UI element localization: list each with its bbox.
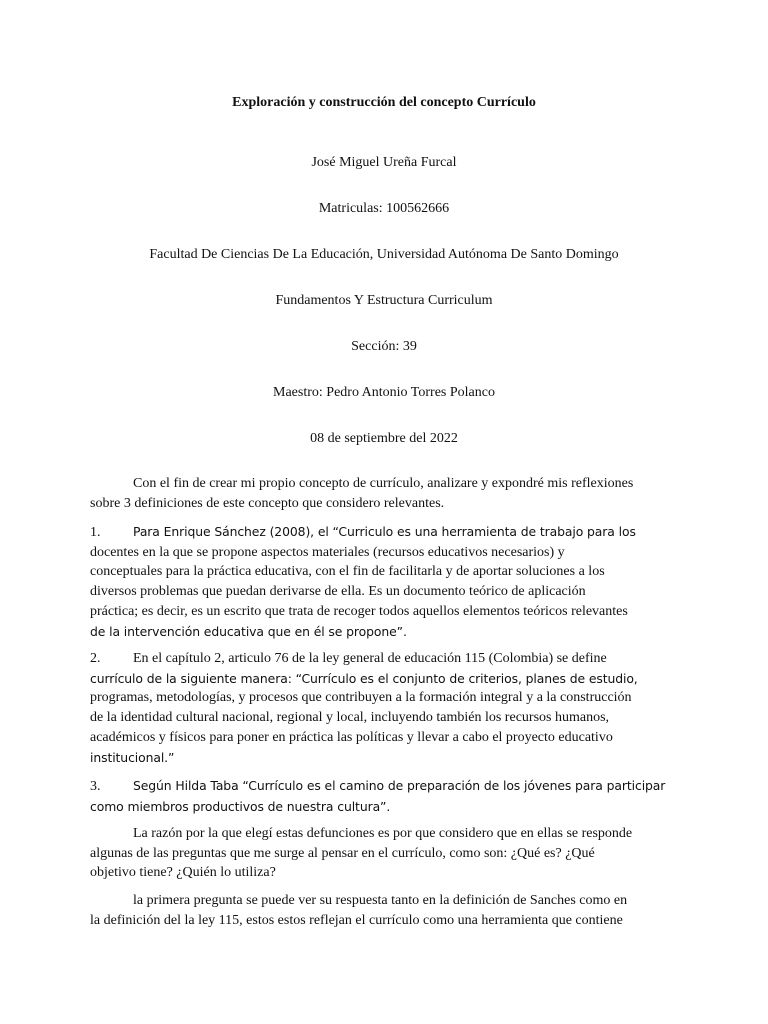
intro-line: Con el fin de crear mi propio concepto de currículo, analizare y expondré mis reflexiones bbox=[133, 476, 634, 491]
document-title: Exploración y construcción del concepto Currículo bbox=[232, 95, 536, 110]
list-number: 2. bbox=[90, 651, 101, 666]
definition-line: de la intervención educativa que en él se propone”. bbox=[90, 623, 407, 639]
definition-3 bbox=[90, 776, 680, 816]
definition-line: institucional.” bbox=[90, 749, 175, 765]
list-number: 3. bbox=[90, 779, 101, 794]
definition-line: conceptuales para la práctica educativa, con el fin de facilitarla y de aportar soluciones a los bbox=[90, 564, 605, 580]
definition-line: docentes en la que se propone aspectos materiales (recursos educativos necesarios) y bbox=[90, 544, 565, 560]
definition-line: diversos problemas que puedan derivarse de ella. Es un documento teórico de aplicación bbox=[90, 584, 586, 600]
intro-line: sobre 3 definiciones de este concepto que considero relevantes. bbox=[90, 495, 445, 511]
course-name: Fundamentos Y Estructura Curriculum bbox=[275, 293, 493, 308]
teacher: Maestro: Pedro Antonio Torres Polanco bbox=[273, 385, 495, 400]
definition-line: currículo de la siguiente manera: “Currículo es el conjunto de criterios, planes de estudio, bbox=[90, 670, 638, 686]
definition-1 bbox=[90, 522, 680, 641]
definition-line: académicos y físicos para poner en práctica las políticas y llevar a cabo el proyecto educativo bbox=[90, 729, 613, 745]
answer-paragraph bbox=[90, 891, 680, 930]
paragraph-line: La razón por la que elegí estas defunciones es por que considero que en ellas se responde bbox=[133, 826, 633, 841]
matricula: Matriculas: 100562666 bbox=[318, 201, 450, 216]
paragraph-line: la definición del la ley 115, estos estos reflejan el currículo como una herramienta que contiene bbox=[90, 912, 623, 928]
intro-paragraph bbox=[90, 474, 680, 513]
paragraph-line: objetivo tiene? ¿Quién lo utiliza? bbox=[90, 865, 276, 881]
section: Sección: 39 bbox=[351, 339, 417, 354]
definition-line: de la identidad cultural nacional, regional y local, incluyendo también los recursos humanos, bbox=[90, 710, 610, 726]
definition-2 bbox=[90, 649, 680, 767]
definition-line: programas, metodologías, y procesos que contribuyen a la formación integral y a la construcción bbox=[90, 690, 632, 706]
paragraph-line: la primera pregunta se puede ver su respuesta tanto en la definición de Sanches como en bbox=[133, 893, 628, 908]
reason-paragraph bbox=[90, 824, 680, 883]
faculty: Facultad De Ciencias De La Educación, Universidad Autónoma De Santo Domingo bbox=[149, 247, 619, 262]
document-date: 08 de septiembre del 2022 bbox=[310, 431, 458, 446]
definition-line: Para Enrique Sánchez (2008), el “Curriculo es una herramienta de trabajo para los bbox=[133, 524, 636, 539]
paragraph-line: algunas de las preguntas que me surge al pensar en el currículo, como son: ¿Qué es? ¿Qué bbox=[90, 845, 595, 861]
definition-line: como miembros productivos de nuestra cultura”. bbox=[90, 798, 391, 814]
list-number: 1. bbox=[90, 525, 101, 540]
author-name: José Miguel Ureña Furcal bbox=[311, 155, 457, 170]
definition-line: Según Hilda Taba “Currículo es el camino de preparación de los jóvenes para participar bbox=[133, 778, 666, 793]
definition-line: En el capítulo 2, articulo 76 de la ley general de educación 115 (Colombia) se define bbox=[133, 651, 607, 666]
definition-line: práctica; es decir, es un escrito que trata de recoger todos aquellos elementos teóricos relevantes bbox=[90, 603, 628, 619]
